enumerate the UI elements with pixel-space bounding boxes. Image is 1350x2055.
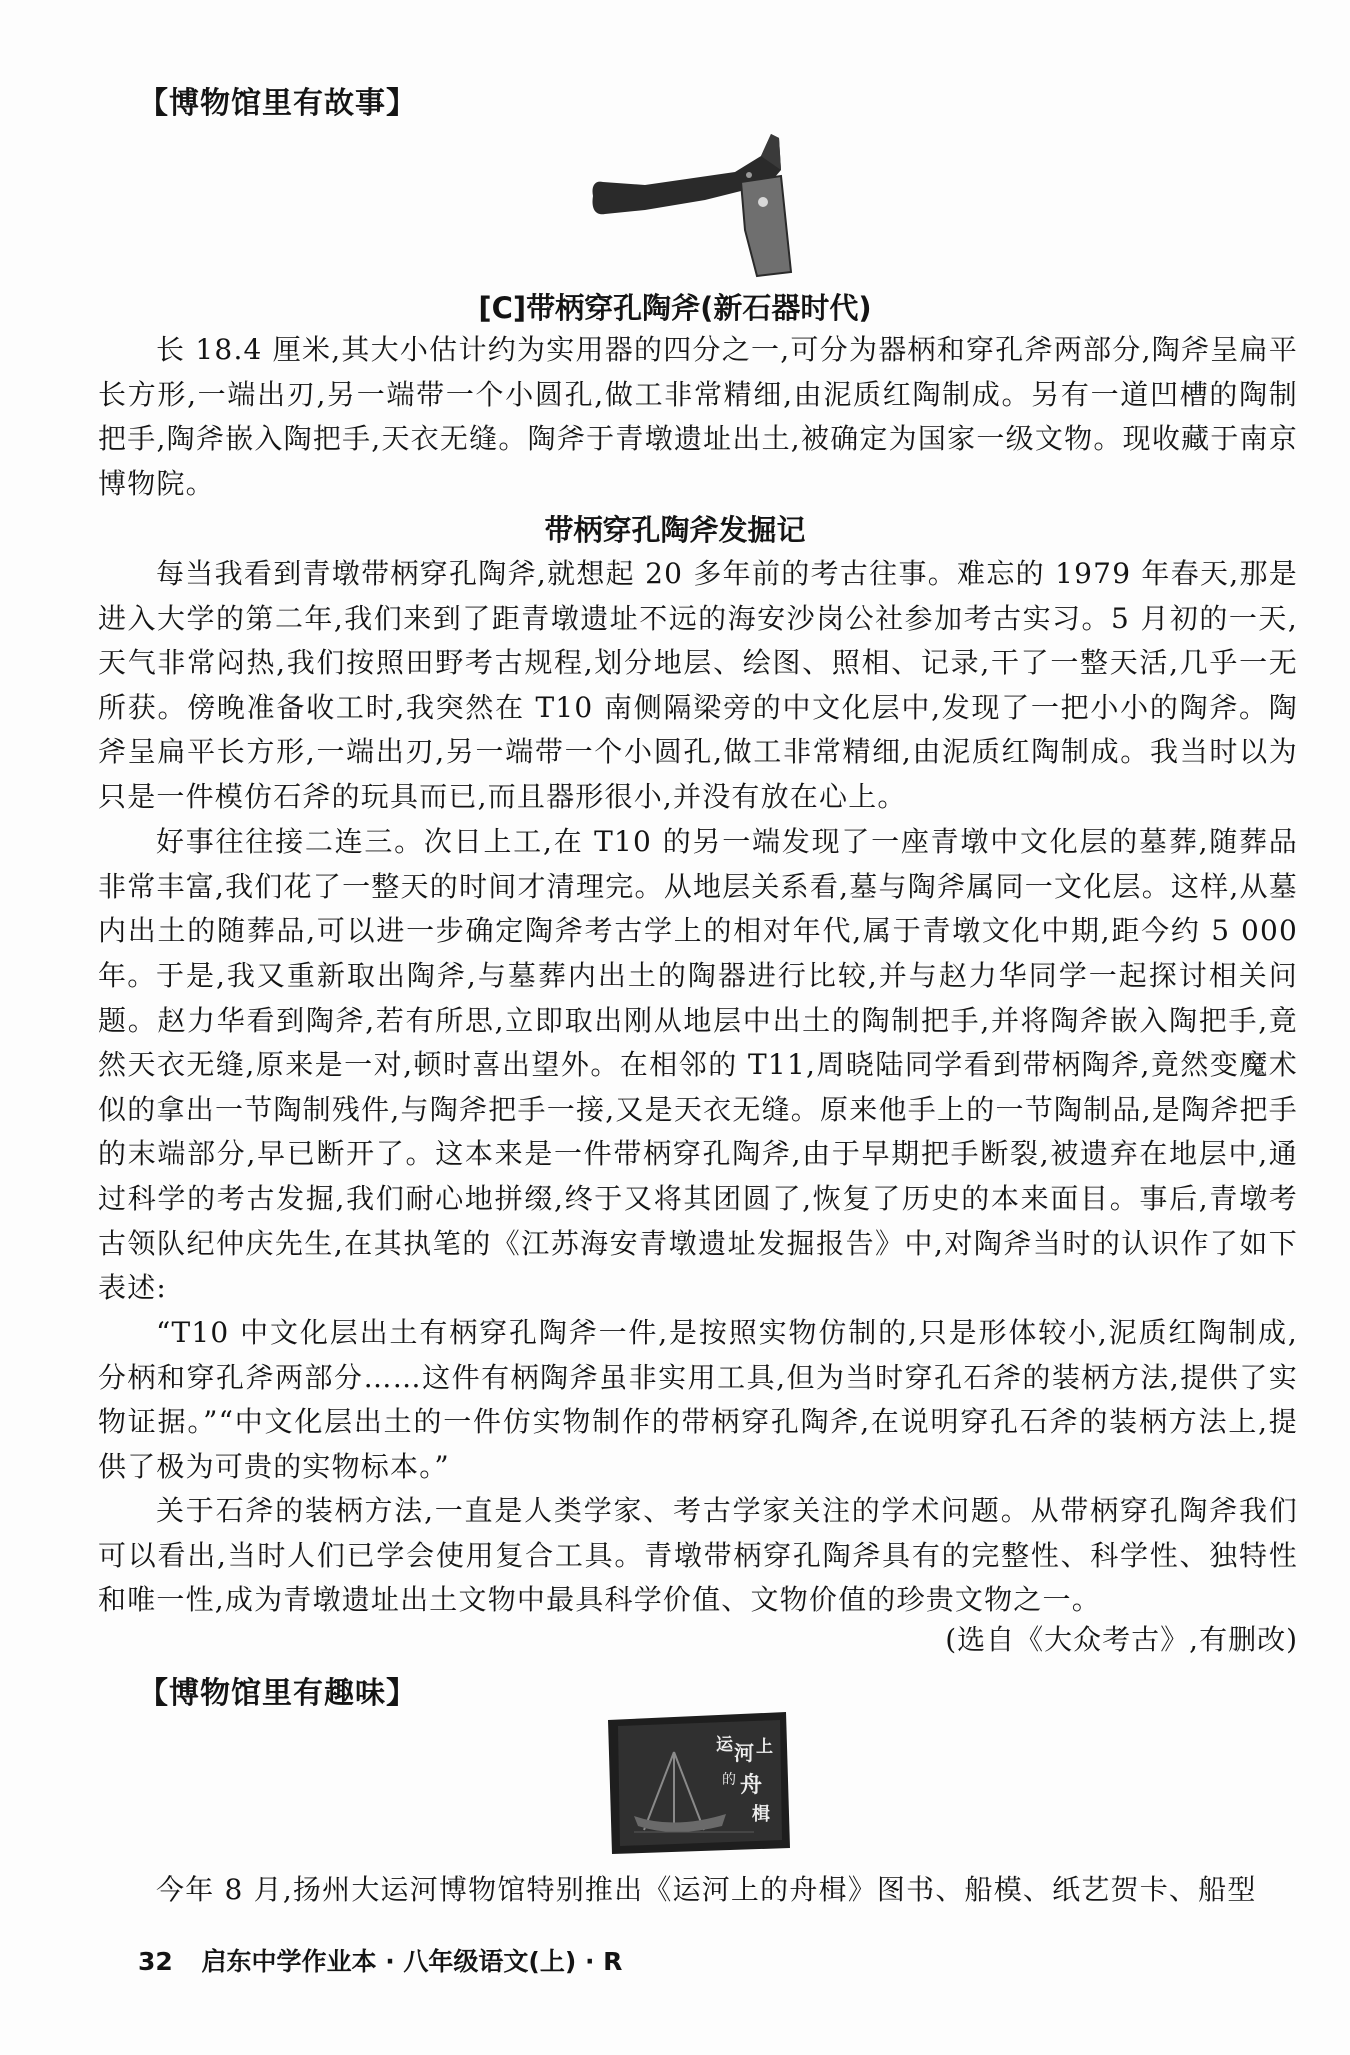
book-cover-photo xyxy=(604,1712,790,1854)
article-source: (选自《大众考古》,有删改) xyxy=(945,1623,1298,1656)
page-number: 32 xyxy=(138,1947,173,1976)
article-paragraph-3: 于是,我又重新取出陶斧,与墓葬内出土的陶器进行比较,并与赵力华同学一起探讨相关问题。赵力华看到陶斧,若有所思,立即取出刚从地层中出土的陶制把手,并将陶斧嵌入陶把手,竟然天衣无缝,原来是一对,顿时喜出望外。在相邻的 T11,周晓陆同学看到带柄陶斧,竟然变魔术似的拿出一节陶制残件,与陶斧把手一接,又是天衣无缝。原来他手上的一节陶制品,是陶斧把手的末端部分,早已断开了。这本来是一件带柄穿孔陶斧,由于早期把手断裂,被遗弃在地层中,通过科学的考古发掘,我们耐心地拼缀,终于又将其团圆了,恢复了历史的本来面目。事后,青墩考古领队纪仲庆先生,在其执笔的《江苏海安青墩遗址发掘报告》中,对陶斧当时的认识作了如下表述: xyxy=(98,959,1298,1305)
book-title: 启东中学作业本 · 八年级语文(上) · R xyxy=(201,1947,623,1976)
section-header-fun: 【博物馆里有趣味】 xyxy=(138,1676,417,1711)
section-header-story: 【博物馆里有故事】 xyxy=(138,86,417,121)
cover-text-6: 楫 xyxy=(752,1804,770,1825)
axe-drawing xyxy=(585,130,815,278)
article-paragraph-1: 每当我看到青墩带柄穿孔陶斧,就想起 20 多年前的考古往事。难忘的 1979 年春天,那是进入大学的第二年,我们来到了距青墩遗址不远的海安沙岗公社参加考古实习。5 月初的一天,天气非常闷热,我们按照田野考古规程,划分地层、绘图、照相、记录,干了一整天活,几乎一无所获。傍晚准备收工时,我突然在 T10 南侧隔梁旁的中文化层中,发现了一把小小的陶斧。陶斧呈扁平长方形,一端出刃,另一端带一个小圆孔,做工非常精细,由泥质红陶制成。我当时以为只是一件模仿石斧的玩具而已,而且器形很小,并没有放在心上。 xyxy=(98,557,1298,813)
cover-text-2: 河 xyxy=(734,1741,754,1765)
cover-text-5: 舟 xyxy=(740,1773,763,1798)
article-title: 带柄穿孔陶斧发掘记 xyxy=(544,513,806,547)
pottery-axe-illustration xyxy=(585,130,815,278)
article-paragraph-4-quote: “T10 中文化层出土有柄穿孔陶斧一件,是按照实物仿制的,只是形体较小,泥质红陶制成,分柄和穿孔斧两部分……这件有柄陶斧虽非实用工具,但为当时穿孔石斧的装柄方法,提供了实物证据。”“中文化层出土的一件仿实物制作的带柄穿孔陶斧,在说明穿孔石斧的装柄方法上,提供了极为可贵的实物标本。” xyxy=(98,1316,1298,1483)
cover-text-4: 的 xyxy=(722,1772,736,1788)
cover-text-3: 上 xyxy=(756,1737,773,1757)
page-footer xyxy=(138,1942,622,1978)
article-paragraph-2: 好事往往接二连三。次日上工,在 T10 的另一端发现了一座青墩中文化层的墓葬,随葬品非常丰富,我们花了一整天的时间才清理完。从地层关系看,墓与陶斧属同一文化层。这样,从墓内出土的随葬品,可以进一步确定陶斧考古学上的相对年代,属于青墩文化中期,距今约 5 000 年。 xyxy=(98,825,1298,992)
fun-section-intro: 今年 8 月,扬州大运河博物馆特别推出《运河上的舟楫》图书、船模、纸艺贺卡、船型 xyxy=(156,1873,1257,1906)
figure-caption: [C]带柄穿孔陶斧(新石器时代) xyxy=(478,291,872,325)
article-paragraph-5: 关于石斧的装柄方法,一直是人类学家、考古学家关注的学术问题。从带柄穿孔陶斧我们可以看出,当时人们已学会使用复合工具。青墩带柄穿孔陶斧具有的完整性、科学性、独特性和唯一性,成为青墩遗址出土文物中最具科学价值、文物价值的珍贵文物之一。 xyxy=(98,1494,1298,1617)
artifact-description: 长 18.4 厘米,其大小估计约为实用器的四分之一,可分为器柄和穿孔斧两部分,陶斧呈扁平长方形,一端出刃,另一端带一个小圆孔,做工非常精细,由泥质红陶制成。另有一道凹槽的陶制把手,陶斧嵌入陶把手,天衣无缝。陶斧于青墩遗址出土,被确定为国家一级文物。现收藏于南京博物院。 xyxy=(98,333,1298,500)
cover-text-1: 运 xyxy=(716,1735,733,1755)
book-cover-drawing xyxy=(604,1712,790,1854)
